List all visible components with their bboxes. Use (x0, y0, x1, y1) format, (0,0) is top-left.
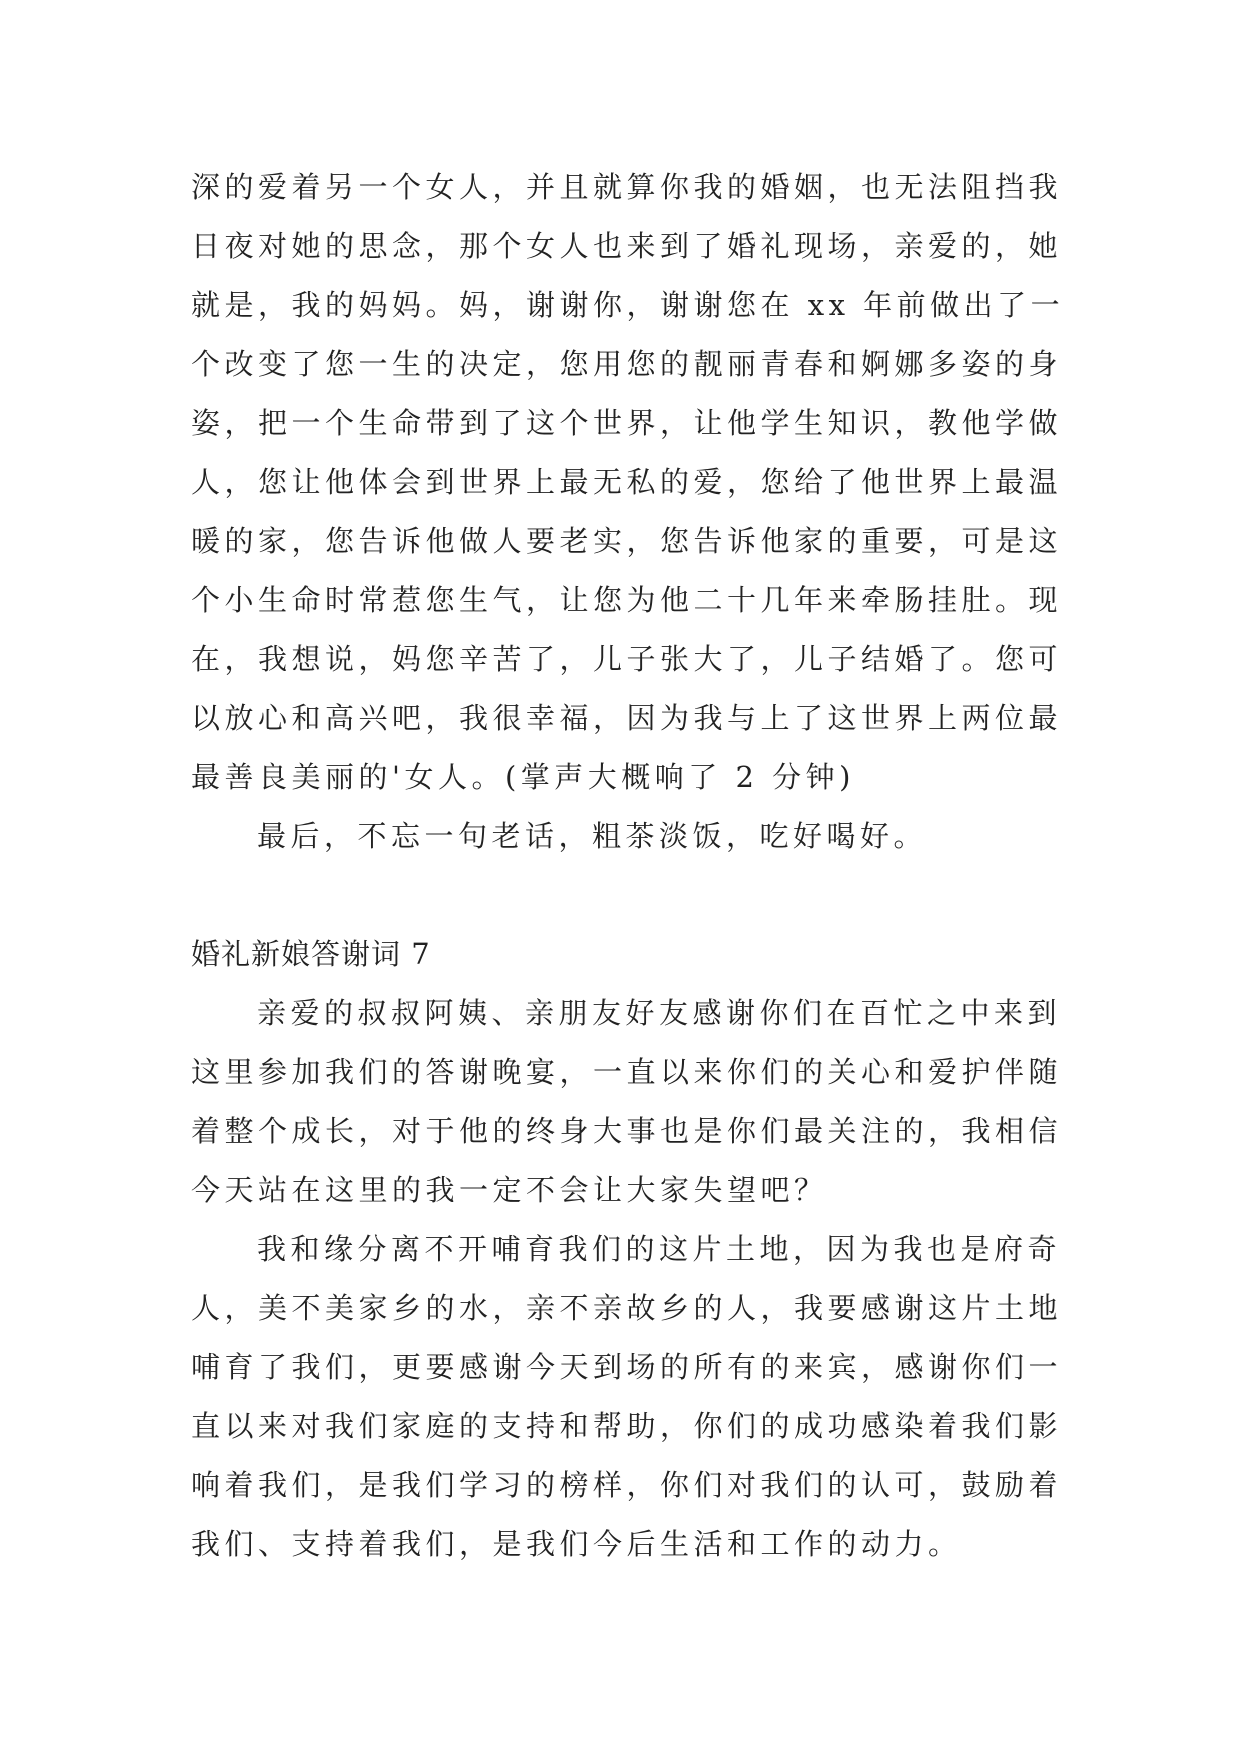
text-line: 我和缘分离不开哺育我们的这片土地，因为我也是府奇 (257, 1232, 1062, 1266)
closing-paragraph: 最后，不忘一句老话，粗茶淡饭，吃好喝好。 (257, 819, 928, 853)
paragraph-greeting (191, 984, 1071, 1220)
text-line: 着整个成长，对于他的终身大事也是你们最关注的，我相信 (191, 1114, 1063, 1148)
document-body (191, 158, 1071, 1574)
text-line: 今天站在这里的我一定不会让大家失望吧？ (191, 1173, 828, 1207)
text-line: 这里参加我们的答谢晚宴，一直以来你们的关心和爱护伴随 (191, 1055, 1063, 1089)
text-line: 日夜对她的思念，那个女人也来到了婚礼现场，亲爱的，她 (191, 229, 1063, 263)
text-line: 深的爱着另一个女人，并且就算你我的婚姻，也无法阻挡我 (191, 170, 1063, 204)
section-title: 婚礼新娘答谢词 7 (191, 937, 431, 971)
text-line: 响着我们，是我们学习的榜样，你们对我们的认可，鼓励着 (191, 1468, 1063, 1502)
text-line: 哺育了我们，更要感谢今天到场的所有的来宾，感谢你们一 (191, 1350, 1063, 1384)
text-line: 最善良美丽的'女人。(掌声大概响了 2 分钟) (191, 760, 855, 794)
text-line: 个小生命时常惹您生气，让您为他二十几年来牵肠挂肚。现 (191, 583, 1063, 617)
paragraph-continued (191, 158, 1071, 807)
text-line: 直以来对我们家庭的支持和帮助，你们的成功感染着我们影 (191, 1409, 1063, 1443)
text-line: 在，我想说，妈您辛苦了，儿子张大了，儿子结婚了。您可 (191, 642, 1063, 676)
text-line: 个改变了您一生的决定，您用您的靓丽青春和婀娜多姿的身 (191, 347, 1063, 381)
text-line: 暖的家，您告诉他做人要老实，您告诉他家的重要，可是这 (191, 524, 1063, 558)
text-line: 人，您让他体会到世界上最无私的爱，您给了他世界上最温 (191, 465, 1063, 499)
paragraph-thanks (191, 1220, 1071, 1574)
text-line: 就是，我的妈妈。妈，谢谢你，谢谢您在 xx 年前做出了一 (191, 288, 1065, 322)
text-line: 以放心和高兴吧，我很幸福，因为我与上了这世界上两位最 (191, 701, 1063, 735)
text-line: 姿，把一个生命带到了这个世界，让他学生知识，教他学做 (191, 406, 1063, 440)
text-line: 亲爱的叔叔阿姨、亲朋友好友感谢你们在百忙之中来到 (257, 996, 1062, 1030)
section-gap (191, 866, 1071, 925)
text-line: 我们、支持着我们，是我们今后生活和工作的动力。 (191, 1527, 962, 1561)
text-line: 人，美不美家乡的水，亲不亲故乡的人，我要感谢这片土地 (191, 1291, 1063, 1325)
